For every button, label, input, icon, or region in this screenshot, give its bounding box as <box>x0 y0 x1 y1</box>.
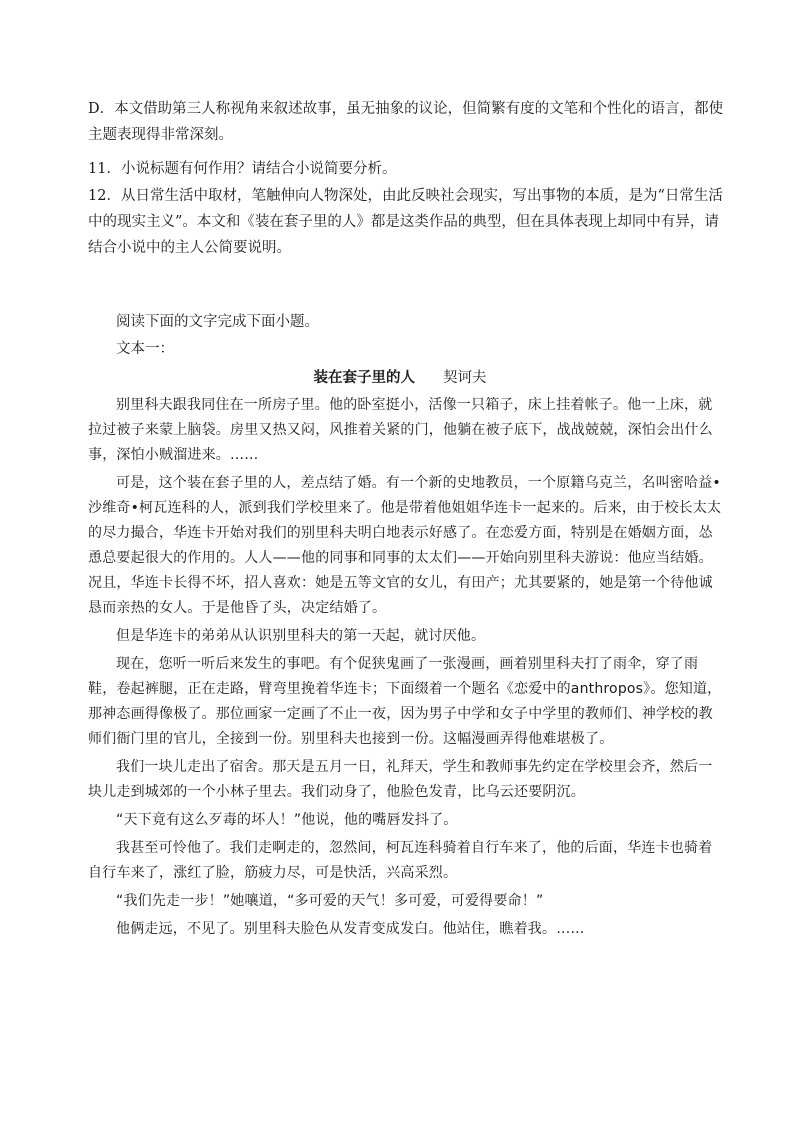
story-title: 装在套子里的人 <box>313 370 415 386</box>
story-paragraph: 但是华连卡的弟弟从认识别里科夫的第一天起，就讨厌他。 <box>116 628 486 644</box>
text-label: 文本一： <box>116 341 174 357</box>
option-d: D．本文借助第三人称视角来叙述故事，虽无抽象的议论，但简繁有度的文笔和个性化的语言，都使主题表现得非常深刻。 <box>88 101 724 143</box>
story-heading <box>0 365 800 391</box>
story-paragraph: “天下竟有这么歹毒的坏人！”他说，他的嘴唇发抖了。 <box>116 812 458 828</box>
question-11: 11．小说标题有何作用？请结合小说简要分析。 <box>88 161 397 177</box>
story-paragraph: 我甚至可怜他了。我们走啊走的，忽然间，柯瓦连科骑着自行车来了，他的后面，华连卡也骑着自行车来了，涨红了脸，筋疲力尽，可是快活，兴高采烈。 <box>88 840 713 881</box>
question-12: 12．从日常生活中取材，笔触伸向人物深处，由此反映社会现实，写出事物的本质，是为“日常生活中的现实主义”。本文和《装在套子里的人》都是这类作品的典型，但在具体表现上却同中有异，请结合小说中的主人公简要说明。 <box>88 188 723 256</box>
story-paragraph: 我们一块儿走出了宿舍。那天是五月一日，礼拜天，学生和教师事先约定在学校里会齐，然后一块儿走到城郊的一个小林子里去。我们动身了，他脸色发青，比乌云还要阴沉。 <box>88 759 713 800</box>
story-paragraph: 现在，您听一听后来发生的事吧。有个促狭鬼画了一张漫画，画着别里科夫打了雨伞，穿了雨鞋，卷起裤腿，正在走路，臂弯里挽着华连卡；下面缀着一个题名《恋爱中的anthropos》。您知道，那神态画得像极了。那位画家一定画了不止一夜，因为男子中学和女子中学里的教师们、神学校的教师们衙门里的官儿，全接到一份。别里科夫也接到一份。这幅漫画弄得他难堪极了。 <box>88 656 722 747</box>
story-author: 契诃夫 <box>443 370 487 386</box>
reading-instruction: 阅读下面的文字完成下面小题。 <box>116 314 319 330</box>
story-paragraph: 他俩走远，不见了。别里科夫脸色从发青变成发白。他站住，瞧着我。…… <box>116 921 585 937</box>
story-body <box>88 393 724 945</box>
story-paragraph: 可是，这个装在套子里的人，差点结了婚。有一个新的史地教员，一个原籍乌克兰，名叫密哈益•沙维奇•柯瓦连科的人，派到我们学校里来了。他是带着他姐姐华连卡一起来的。后来，由于校长太太的尽力撮合，华连卡开始对我们的别里科夫明白地表示好感了。在恋爱方面，特别是在婚姻方面，怂恿总要起很大的作用的。人人——他的同事和同事的太太们——开始向别里科夫游说：他应当结婚。况且，华连卡长得不坏，招人喜欢：她是五等文官的女儿，有田产；尤其要紧的，她是第一个待他诚恳而亲热的女人。于是他昏了头，决定结婚了。 <box>88 475 722 616</box>
story-paragraph: “我们先走一步！”她嚷道，“多可爱的天气！多可爱，可爱得要命！” <box>116 893 544 909</box>
story-paragraph: 别里科夫跟我同住在一所房子里。他的卧室挺小，活像一只箱子，床上挂着帐子。他一上床，就拉过被子来蒙上脑袋。房里又热又闷，风推着关紧的门，他躺在被子底下，战战兢兢，深怕会出什么事，深怕小贼溜进来。…… <box>88 397 713 463</box>
